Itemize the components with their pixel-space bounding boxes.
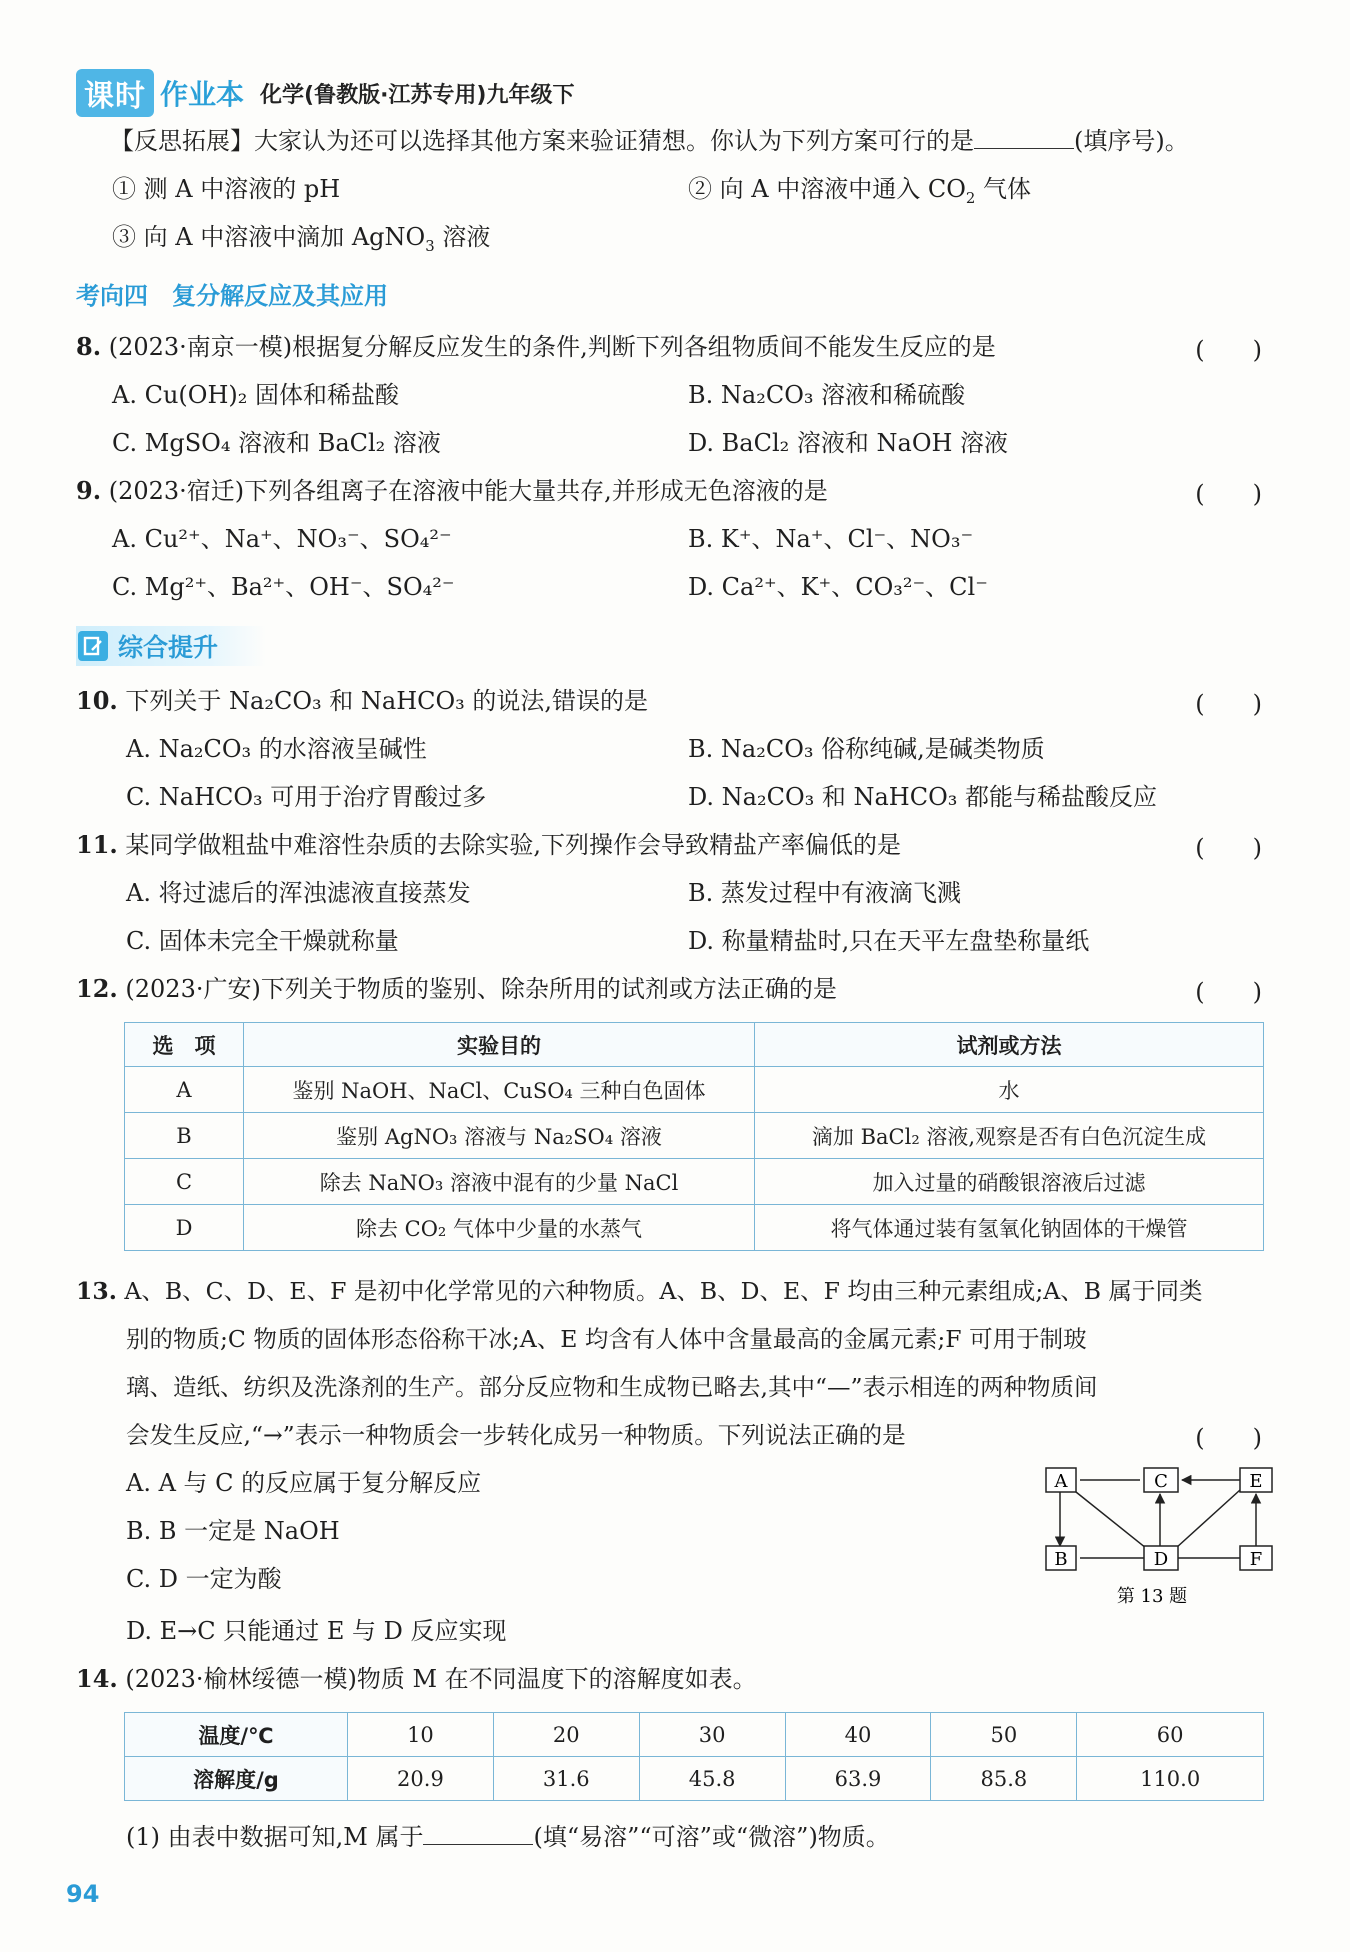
q11-option-b: B. 蒸发过程中有液滴飞溅 — [688, 879, 961, 907]
q9-number: 9. — [76, 476, 102, 505]
q12-answer-paren[interactable]: ( ) — [1195, 978, 1262, 1006]
section-title-comprehensive: 综合提升 — [118, 633, 219, 662]
reflect-option-2 — [688, 172, 1031, 215]
q12-col-purpose: 实验目的 — [244, 1023, 755, 1067]
q9-option-a: A. Cu²⁺、Na⁺、NO₃⁻、SO₄²⁻ — [112, 525, 452, 553]
q13-line-1 — [76, 1274, 1203, 1308]
q11-stem — [76, 828, 901, 862]
brand-title: 作业本 — [160, 78, 245, 111]
page-number: 94 — [66, 1880, 100, 1908]
q9-option-c: C. Mg²⁺、Ba²⁺、OH⁻、SO₄²⁻ — [112, 573, 455, 601]
q13-option-c: C. D 一定为酸 — [126, 1565, 282, 1593]
section-title-4: 考向四 复分解反应及其应用 — [76, 282, 388, 310]
q10-option-c: C. NaHCO₃ 可用于治疗胃酸过多 — [126, 783, 487, 811]
svg-text:E: E — [1249, 1471, 1263, 1492]
table-row — [125, 1067, 1264, 1113]
q14-temp-label: 温度/℃ — [125, 1713, 348, 1757]
q8-answer-paren[interactable]: ( ) — [1195, 336, 1262, 364]
q12-row-d-purpose: 除去 CO₂ 气体中少量的水蒸气 — [244, 1205, 755, 1251]
q12-row-a-option: A — [125, 1067, 244, 1113]
svg-text:F: F — [1249, 1549, 1263, 1570]
q14-temp-3: 30 — [639, 1713, 785, 1757]
q8-option-c: C. MgSO₄ 溶液和 BaCl₂ 溶液 — [112, 429, 441, 457]
q12-row-b-method: 滴加 BaCl₂ 溶液,观察是否有白色沉淀生成 — [755, 1113, 1264, 1159]
opt2-text: ② 向 A 中溶液中通入 CO — [688, 175, 966, 203]
q9-answer-paren[interactable]: ( ) — [1195, 480, 1262, 508]
q12-row-c-option: C — [125, 1159, 244, 1205]
node-b — [1046, 1546, 1076, 1570]
q14-sol-5: 85.8 — [931, 1757, 1077, 1801]
q12-table — [124, 1022, 1264, 1251]
table-row — [125, 1159, 1264, 1205]
q12-row-c-method: 加入过量的硝酸银溶液后过滤 — [755, 1159, 1264, 1205]
q13-line-4: 会发生反应,“→”表示一种物质会一步转化成另一种物质。下列说法正确的是 — [126, 1421, 906, 1449]
q13-diagram — [1040, 1460, 1280, 1610]
opt3-sub: 3 — [425, 236, 435, 255]
q9-option-d: D. Ca²⁺、K⁺、CO₃²⁻、Cl⁻ — [688, 573, 988, 601]
reflect-suffix: (填序号)。 — [1074, 127, 1189, 155]
q14-temp-1: 10 — [348, 1713, 494, 1757]
q11-option-a: A. 将过滤后的浑浊滤液直接蒸发 — [126, 879, 471, 907]
table-row — [125, 1113, 1264, 1159]
svg-text:B: B — [1054, 1549, 1068, 1570]
q8-option-a: A. Cu(OH)₂ 固体和稀盐酸 — [112, 381, 399, 409]
q8-option-b: B. Na₂CO₃ 溶液和稀硫酸 — [688, 381, 966, 409]
edge-e-d — [1176, 1490, 1240, 1548]
header-brand — [76, 72, 574, 114]
q13-text-1: A、B、C、D、E、F 是初中化学常见的六种物质。A、B、D、E、F 均由三种元素组成;A、B 属于同类 — [124, 1277, 1203, 1305]
reflect-question — [110, 124, 1189, 158]
svg-text:D: D — [1153, 1549, 1169, 1570]
q10-option-b: B. Na₂CO₃ 俗称纯碱,是碱类物质 — [688, 735, 1045, 763]
q14-temp-2: 20 — [493, 1713, 639, 1757]
q12-row-d-option: D — [125, 1205, 244, 1251]
q14-table — [124, 1712, 1264, 1801]
q10-stem — [76, 684, 648, 718]
q14-sol-1: 20.9 — [348, 1757, 494, 1801]
brand-logo: 课时 — [76, 69, 154, 117]
q9-option-b: B. K⁺、Na⁺、Cl⁻、NO₃⁻ — [688, 525, 974, 553]
reflect-option-1: ① 测 A 中溶液的 pH — [112, 175, 341, 203]
q13-option-b: B. B 一定是 NaOH — [126, 1517, 340, 1545]
pencil-doc-icon — [78, 631, 108, 661]
answer-blank[interactable] — [974, 148, 1074, 149]
q11-answer-paren[interactable]: ( ) — [1195, 834, 1262, 862]
q13-line-2: 别的物质;C 物质的固体形态俗称干冰;A、E 均含有人体中含量最高的金属元素;F 可用于制玻 — [126, 1325, 1087, 1353]
q14-temp-5: 50 — [931, 1713, 1077, 1757]
q8-stem — [76, 330, 996, 364]
q10-answer-paren[interactable]: ( ) — [1195, 690, 1262, 718]
q12-col-option: 选 项 — [125, 1023, 244, 1067]
q12-row-d-method: 将气体通过装有氢氧化钠固体的干燥管 — [755, 1205, 1264, 1251]
node-a — [1046, 1468, 1076, 1492]
q14-sub1 — [126, 1820, 890, 1854]
q11-number: 11. — [76, 830, 118, 859]
q14-sol-4: 63.9 — [785, 1757, 931, 1801]
q12-number: 12. — [76, 974, 118, 1003]
q14-temp-4: 40 — [785, 1713, 931, 1757]
q13-diagram-caption: 第 13 题 — [1116, 1586, 1188, 1607]
reflect-prefix: 【反思拓展】大家认为还可以选择其他方案来验证猜想。你认为下列方案可行的是 — [110, 127, 974, 155]
q11-option-c: C. 固体未完全干燥就称量 — [126, 927, 399, 955]
node-f — [1240, 1546, 1272, 1570]
q14-solubility-row — [125, 1757, 1264, 1801]
q14-sub1-text: (1) 由表中数据可知,M 属于 — [126, 1823, 424, 1851]
q12-col-method: 试剂或方法 — [755, 1023, 1264, 1067]
q13-number: 13. — [76, 1277, 117, 1305]
book-subtitle: 化学(鲁教版·江苏专用)九年级下 — [260, 82, 575, 108]
q8-option-d: D. BaCl₂ 溶液和 NaOH 溶液 — [688, 429, 1009, 457]
opt3-post: 溶液 — [434, 223, 491, 251]
q9-text: (2023·宿迁)下列各组离子在溶液中能大量共存,并形成无色溶液的是 — [108, 477, 828, 505]
q13-answer-paren[interactable]: ( ) — [1195, 1424, 1262, 1452]
q8-number: 8. — [76, 332, 102, 361]
opt2-sub: 2 — [965, 188, 976, 207]
svg-text:A: A — [1054, 1471, 1068, 1492]
q14-text: (2023·榆林绥德一模)物质 M 在不同温度下的溶解度如表。 — [125, 1665, 757, 1693]
q11-option-d: D. 称量精盐时,只在天平左盘垫称量纸 — [688, 927, 1090, 955]
q13-option-a: A. A 与 C 的反应属于复分解反应 — [126, 1469, 482, 1497]
q14-sol-6: 110.0 — [1077, 1757, 1264, 1801]
q10-text: 下列关于 Na₂CO₃ 和 NaHCO₃ 的说法,错误的是 — [125, 687, 649, 715]
q14-number: 14. — [76, 1664, 118, 1693]
q13-option-d: D. E→C 只能通过 E 与 D 反应实现 — [126, 1617, 507, 1645]
q14-sub1-post: (填“易溶”“可溶”或“微溶”)物质。 — [533, 1823, 890, 1851]
q10-option-a: A. Na₂CO₃ 的水溶液呈碱性 — [126, 735, 427, 763]
q10-number: 10. — [76, 686, 118, 715]
reflect-option-3 — [112, 220, 490, 263]
edge-a-d — [1076, 1492, 1146, 1548]
q12-row-a-method: 水 — [755, 1067, 1264, 1113]
q12-row-c-purpose: 除去 NaNO₃ 溶液中混有的少量 NaCl — [244, 1159, 755, 1205]
q14-answer-blank[interactable] — [423, 1844, 533, 1845]
q12-header-row — [125, 1023, 1264, 1067]
node-e — [1240, 1468, 1272, 1492]
q12-row-b-option: B — [125, 1113, 244, 1159]
q14-temp-row — [125, 1713, 1264, 1757]
q14-solubility-label: 溶解度/g — [125, 1757, 348, 1801]
section-banner-comprehensive — [76, 626, 266, 666]
q14-sol-3: 45.8 — [639, 1757, 785, 1801]
node-d — [1144, 1546, 1178, 1570]
q13-line-3: 璃、造纸、纺织及洗涤剂的生产。部分反应物和生成物已略去,其中“—”表示相连的两种物质间 — [126, 1373, 1098, 1401]
opt3-text: ③ 向 A 中溶液中滴加 AgNO — [112, 223, 426, 251]
q14-stem — [76, 1662, 757, 1696]
q11-text: 某同学做粗盐中难溶性杂质的去除实验,下列操作会导致精盐产率偏低的是 — [125, 831, 902, 859]
table-row — [125, 1205, 1264, 1251]
q12-stem — [76, 972, 837, 1006]
svg-text:C: C — [1154, 1471, 1168, 1492]
q9-stem — [76, 474, 828, 508]
q12-text: (2023·广安)下列关于物质的鉴别、除杂所用的试剂或方法正确的是 — [125, 975, 837, 1003]
q14-sol-2: 31.6 — [493, 1757, 639, 1801]
node-c — [1144, 1468, 1178, 1492]
q10-option-d: D. Na₂CO₃ 和 NaHCO₃ 都能与稀盐酸反应 — [688, 783, 1158, 811]
q12-row-b-purpose: 鉴别 AgNO₃ 溶液与 Na₂SO₄ 溶液 — [244, 1113, 755, 1159]
q14-temp-6: 60 — [1077, 1713, 1264, 1757]
q8-text: (2023·南京一模)根据复分解反应发生的条件,判断下列各组物质间不能发生反应的是 — [108, 333, 996, 361]
q12-row-a-purpose: 鉴别 NaOH、NaCl、CuSO₄ 三种白色固体 — [244, 1067, 755, 1113]
opt2-post: 气体 — [975, 175, 1031, 203]
